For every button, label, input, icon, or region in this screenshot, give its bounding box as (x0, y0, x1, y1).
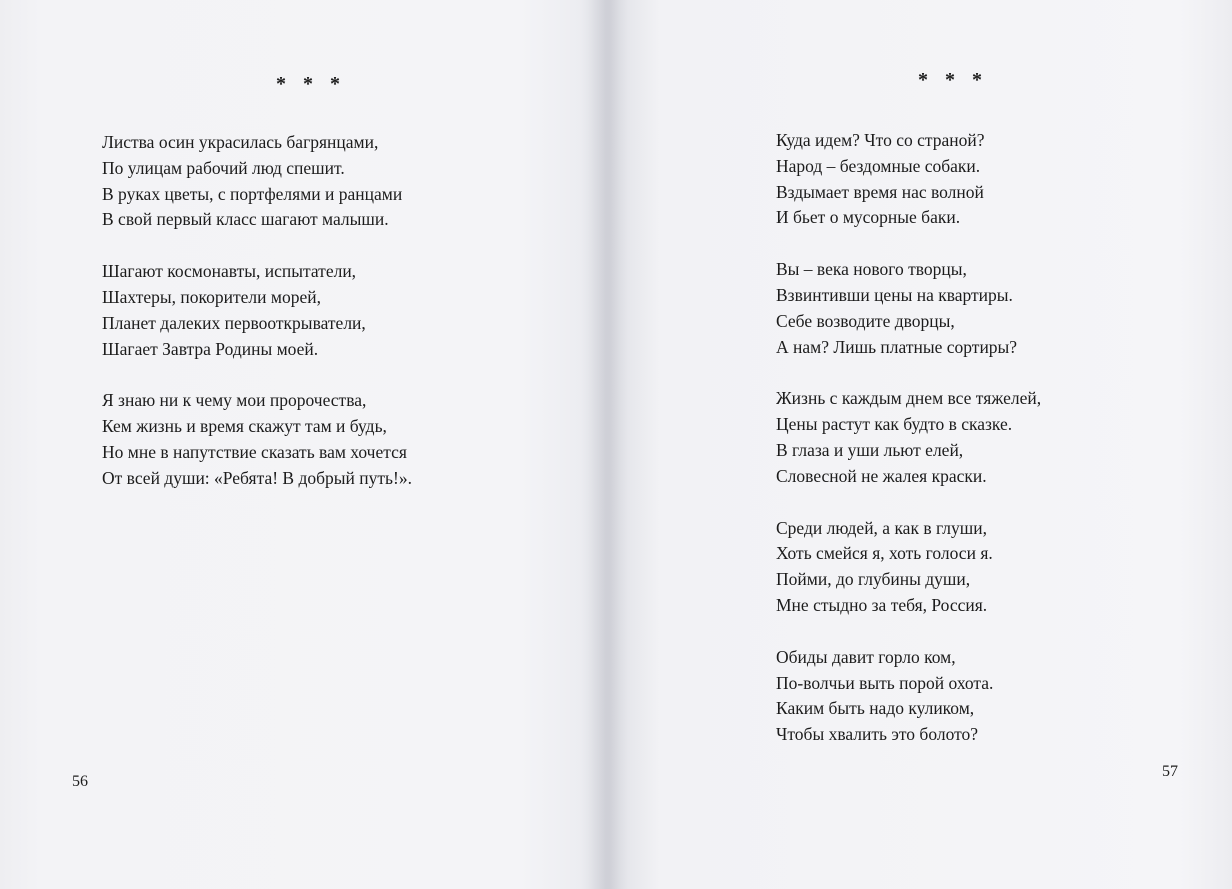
poem-line: Себе возводите дворцы, (776, 310, 955, 331)
poem-line: Каким быть надо куликом, (776, 698, 975, 719)
poem-line: В свой первый класс шагают малыши. (102, 209, 389, 230)
poem (776, 128, 1041, 774)
poem-line: В руках цветы, с портфелями и ранцами (102, 183, 403, 204)
poem-line: В глаза и уши льют елей, (776, 439, 964, 460)
poem-line: Я знаю ни к чему мои пророчества, (102, 390, 367, 411)
stanza (102, 259, 412, 362)
poem-line: Вздымает время нас волной (776, 181, 984, 202)
stanza (102, 130, 412, 233)
poem-line: Обиды давит горло ком, (776, 646, 956, 667)
poem-line: Шагают космонавты, испытатели, (102, 261, 357, 282)
stanza (776, 386, 1041, 489)
poem-line: Народ – бездомные собаки. (776, 155, 981, 176)
poem-line: Среди людей, а как в глуши, (776, 517, 987, 538)
poem-line: Кем жизнь и время скажут там и будь, (102, 416, 387, 437)
stanza (776, 257, 1041, 360)
left-page (0, 0, 612, 889)
poem-line: Вы – века нового творцы, (776, 259, 967, 280)
page-number: 57 (1162, 763, 1178, 780)
section-separator: * * * (918, 69, 988, 91)
stanza (776, 128, 1041, 231)
stanza (776, 516, 1041, 619)
poem (102, 130, 412, 518)
poem-line: От всей души: «Ребята! В добрый путь!». (102, 467, 412, 488)
poem-line: Листва осин украсилась багрянцами, (102, 132, 379, 152)
poem-line: По-волчьи выть порой охота. (776, 672, 994, 693)
poem-line: Шахтеры, покорители морей, (102, 286, 321, 307)
poem-line: Хоть смейся я, хоть голоси я. (776, 543, 993, 564)
poem-line: Шагает Завтра Родины моей. (102, 338, 319, 359)
poem-line: А нам? Лишь платные сортиры? (776, 336, 1018, 357)
section-separator: * * * (276, 73, 346, 95)
poem-line: Пойми, до глубины души, (776, 569, 971, 590)
stanza (102, 388, 412, 491)
right-page (612, 0, 1232, 889)
poem-line: Планет далеких первооткрыватели, (102, 312, 366, 333)
poem-line: И бьет о мусорные баки. (776, 207, 961, 228)
stanza (776, 645, 1041, 748)
poem-line: Взвинтивши цены на квартиры. (776, 284, 1013, 305)
poem-line: Чтобы хвалить это болото? (776, 724, 979, 745)
poem-line: По улицам рабочий люд спешит. (102, 157, 345, 178)
poem-line: Жизнь с каждым днем все тяжелей, (776, 388, 1042, 409)
poem-line: Мне стыдно за тебя, Россия. (776, 594, 988, 615)
poem-line: Цены растут как будто в сказке. (776, 414, 1013, 435)
poem-line: Словесной не жалея краски. (776, 465, 987, 486)
poem-line: Куда идем? Что со страной? (776, 130, 985, 150)
poem-line: Но мне в напутствие сказать вам хочется (102, 441, 407, 462)
page-number: 56 (72, 773, 88, 790)
